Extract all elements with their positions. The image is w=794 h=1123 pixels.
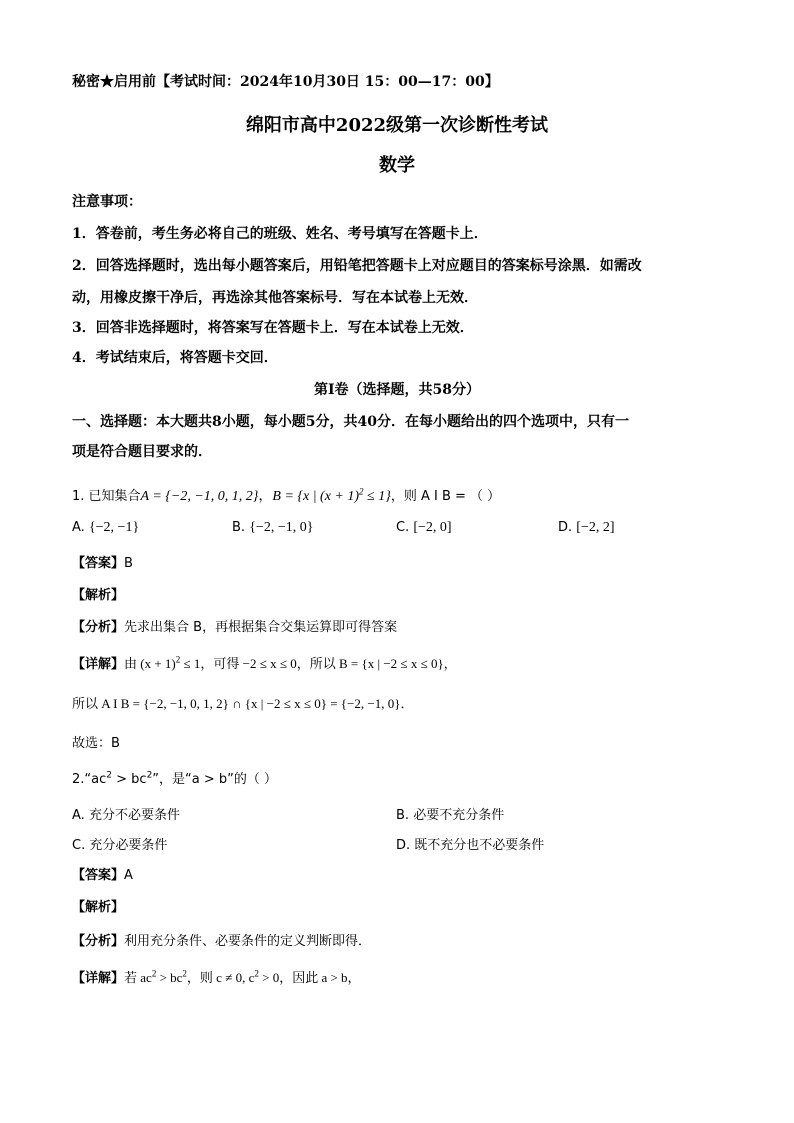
- q1-option-d: D. [−2, 2]: [558, 520, 615, 535]
- q1-analysis-tag: 【解析】: [72, 588, 125, 603]
- subject-title: 数学: [379, 155, 415, 176]
- question-2-stem: $2.“ac^2 > bc^2$”，是“a > b”的（ ）: [72, 770, 278, 787]
- q1-set-b: B = {x | $(x + 1)^2 \le 1$}: [272, 486, 391, 504]
- notice-item-2-cont: 动，用橡皮擦干净后，再选涂其他答案标号．写在本试卷上无效．: [72, 290, 478, 306]
- section-title: 第Ⅰ卷（选择题，共58分）: [313, 382, 481, 398]
- notice-heading: 注意事项：: [72, 194, 142, 210]
- exam-title: 绵阳市高中2022级第一次诊断性考试: [245, 115, 549, 136]
- q1-option-a: A. {−2, −1}: [72, 520, 140, 535]
- q1-fenxi: 【分析】先求出集合 B，再根据集合交集运算即可得答案: [72, 620, 398, 635]
- q1-detail-cont: 所以 A I B = {−2, −1, 0, 1, 2} ∩ {x | −2 ≤ x ≤ 0} = {−2, −1, 0}．: [72, 696, 414, 711]
- q1-option-c: C. [−2, 0]: [396, 520, 452, 535]
- q1-detail: 【详解】由 $(x + 1)^2 \le 1$，可得 −2 ≤ x ≤ 0，所以 B = {x | −2 ≤ x ≤ 0}，: [72, 654, 457, 672]
- q1-comma: ，: [258, 488, 273, 504]
- q2-answer: 【答案】A: [72, 868, 133, 883]
- notice-item-4: 4．考试结束后，将答题卡交回．: [72, 350, 278, 366]
- notice-item-3: 3．回答非选择题时，将答案写在答题卡上．写在本试卷上无效．: [72, 320, 474, 336]
- exam-time-line: 秘密★启用前【考试时间：2024年10月30日 15：00—17：00】: [72, 74, 499, 90]
- q1-conclusion: 故选：B: [72, 736, 120, 751]
- q1-answer: 【答案】B: [72, 556, 133, 571]
- q2-analysis-tag: 【解析】: [72, 900, 125, 915]
- q2-option-b: B. 必要不充分条件: [396, 808, 505, 823]
- notice-item-1: 1．答卷前，考生务必将自己的班级、姓名、考号填写在答题卡上．: [72, 226, 488, 242]
- q2-option-d: D. 既不充分也不必要条件: [396, 838, 545, 853]
- q2-option-a: A. 充分不必要条件: [72, 808, 180, 823]
- question-1-stem: [72, 486, 500, 507]
- q2-detail: 【详解】若 $ac^2 > bc^2$，则 c ≠ 0, $c^2 > 0$，因此 a > b，: [72, 968, 361, 986]
- notice-item-2: 2．回答选择题时，选出每小题答案后，用铅笔把答题卡上对应题目的答案标号涂黑．如需改: [72, 258, 642, 274]
- section-intro: 一、选择题：本大题共8小题，每小题5分，共40分．在每小题给出的四个选项中，只有一: [72, 414, 629, 430]
- section-intro-cont: 项是符合题目要求的．: [72, 444, 212, 460]
- q1-prefix: 1. 已知集合: [72, 489, 141, 504]
- q2-option-c: C. 充分必要条件: [72, 838, 168, 853]
- q2-fenxi: 【分析】利用充分条件、必要条件的定义判断即得．: [72, 934, 372, 949]
- q1-set-a: A = {−2, −1, 0, 1, 2}: [140, 489, 259, 504]
- q1-option-b: B. {−2, −1, 0}: [232, 520, 314, 535]
- q1-ask: ，则 A I B = （ ）: [390, 489, 501, 504]
